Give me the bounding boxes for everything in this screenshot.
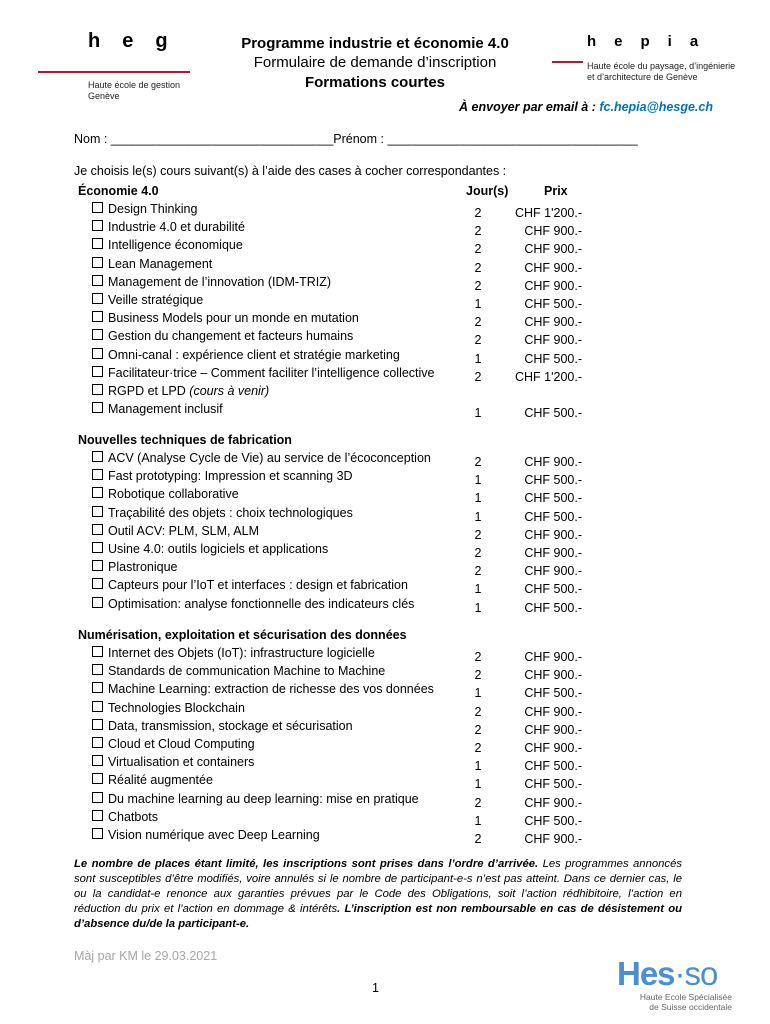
course-days: 2 <box>474 455 482 469</box>
course-label <box>92 469 353 483</box>
course-row[interactable] <box>92 506 582 524</box>
course-price: CHF 900.- <box>524 242 582 257</box>
hepia-subtitle-line1: Haute école du paysage, d’ingénierie <box>587 61 736 71</box>
course-days: 1 <box>474 686 482 701</box>
course-days: 1 <box>474 777 482 792</box>
hesso-subtitle <box>617 992 732 1012</box>
course-price: CHF 1'200.- <box>515 206 582 220</box>
course-days: 2 <box>474 315 482 330</box>
column-header-days: Jour(s) <box>466 184 509 198</box>
course-days: 1 <box>474 406 482 421</box>
course-price: CHF 500.- <box>524 509 582 524</box>
course-checkbox[interactable] <box>92 275 103 286</box>
course-row[interactable] <box>92 524 582 542</box>
course-days: 2 <box>474 668 482 683</box>
course-days: 2 <box>474 722 482 737</box>
course-row[interactable] <box>92 737 582 755</box>
course-label <box>92 578 408 592</box>
course-row[interactable] <box>92 542 582 560</box>
course-days: 1 <box>474 351 482 366</box>
course-name: Cloud et Cloud Computing <box>108 737 255 751</box>
course-days: 1 <box>474 813 482 828</box>
course-checkbox[interactable] <box>92 810 103 821</box>
course-label <box>92 506 353 520</box>
course-checkbox[interactable] <box>92 773 103 784</box>
course-label <box>92 275 331 289</box>
course-label <box>92 402 223 416</box>
course-days: 2 <box>474 242 482 257</box>
heg-logo-letters: heg <box>88 30 190 52</box>
course-price: CHF 900.- <box>524 668 582 683</box>
course-name: RGPD et LPD <box>108 384 190 398</box>
email-link[interactable]: fc.hepia@hesge.ch <box>599 100 713 114</box>
course-name: Robotique collaborative <box>108 487 239 502</box>
course-name: Vision numérique avec Deep Learning <box>108 828 320 842</box>
course-name: Data, transmission, stockage et sécurisation <box>108 718 353 733</box>
section-title: Nouvelles techniques de fabrication <box>78 433 292 447</box>
course-label <box>92 487 239 501</box>
course-days: 2 <box>474 564 482 579</box>
hesso-wordmark <box>617 956 737 992</box>
heg-subtitle <box>88 80 228 102</box>
course-checkbox[interactable] <box>92 257 103 268</box>
course-price: CHF 900.- <box>524 527 582 542</box>
hepia-subtitle <box>587 61 752 83</box>
hesso-main: Hes <box>617 955 675 992</box>
course-label <box>92 792 419 806</box>
course-name: Internet des Objets (IoT): infrastructure logicielle <box>108 646 375 660</box>
course-row[interactable] <box>92 810 582 828</box>
course-price: CHF 900.- <box>524 650 582 664</box>
course-label <box>92 664 385 678</box>
course-days: 2 <box>474 650 482 664</box>
course-label <box>92 451 431 465</box>
course-row[interactable] <box>92 682 582 700</box>
email-prefix: À envoyer par email à : <box>459 100 600 114</box>
hesso-so: ·so <box>674 955 718 992</box>
course-price: CHF 500.- <box>524 777 582 792</box>
course-row[interactable] <box>92 828 582 846</box>
course-price: CHF 500.- <box>524 813 582 828</box>
course-checkbox[interactable] <box>92 578 103 589</box>
course-price: CHF 500.- <box>524 600 582 615</box>
course-note: (cours à venir) <box>189 384 270 398</box>
course-checkbox[interactable] <box>92 384 103 395</box>
course-name: Facilitateur·trice – Comment faciliter l’intelligence collective <box>108 365 435 380</box>
course-checkbox[interactable] <box>92 451 103 462</box>
course-price: CHF 500.- <box>524 491 582 506</box>
heg-red-bar <box>38 71 190 73</box>
course-days: 1 <box>474 491 482 506</box>
notice-bold-2: . L’inscription est non remboursable en cas de désistement ou d’absence du/de la participant-e. <box>74 903 682 930</box>
course-row[interactable] <box>92 560 582 578</box>
course-price: CHF 900.- <box>524 741 582 755</box>
course-checkbox[interactable] <box>92 701 103 712</box>
course-label <box>92 293 203 307</box>
course-name: Fast prototyping: Impression et scanning 3D <box>108 469 353 484</box>
course-checkbox[interactable] <box>92 366 103 377</box>
course-price: CHF 900.- <box>524 333 582 348</box>
heg-subtitle-line2: Genève <box>88 91 120 101</box>
course-name: Management inclusif <box>108 402 223 417</box>
course-checkbox[interactable] <box>92 682 103 693</box>
course-row[interactable] <box>92 487 582 505</box>
course-price: CHF 900.- <box>524 455 582 469</box>
section-title: Économie 4.0 <box>78 184 159 198</box>
hepia-logo <box>552 33 752 83</box>
column-header-price: Prix <box>544 184 568 198</box>
course-label <box>92 719 353 733</box>
footer-update-date: Màj par KM le 29.03.2021 <box>74 949 218 963</box>
course-row[interactable] <box>92 578 582 596</box>
course-label <box>92 257 212 271</box>
course-name: Veille stratégique <box>108 293 204 307</box>
course-name: Capteurs pour l’IoT et interfaces : design et fabrication <box>108 578 408 593</box>
course-days: 1 <box>474 509 482 524</box>
title-formations: Formations courtes <box>304 74 446 91</box>
intro-text: Je choisis le(s) cours suivant(s) à l’aide des cases à cocher correspondantes : <box>74 164 507 178</box>
course-name: Management de l’innovation (IDM-TRIZ) <box>108 274 331 289</box>
course-row[interactable] <box>92 311 582 329</box>
course-row[interactable] <box>92 792 582 810</box>
course-days: 2 <box>474 369 482 384</box>
course-price: CHF 500.- <box>524 582 582 597</box>
page-number: 1 <box>372 981 379 995</box>
course-label <box>92 828 320 842</box>
email-instruction <box>459 100 713 114</box>
course-label <box>92 329 353 343</box>
course-days: 2 <box>474 333 482 348</box>
course-price: CHF 900.- <box>524 704 582 719</box>
course-label <box>92 311 359 325</box>
course-days: 1 <box>474 759 482 774</box>
course-row[interactable] <box>92 366 582 384</box>
course-name: Réalité augmentée <box>108 773 213 788</box>
course-checkbox[interactable] <box>92 737 103 748</box>
course-price: CHF 900.- <box>524 795 582 810</box>
course-row[interactable] <box>92 275 582 293</box>
course-row[interactable] <box>92 664 582 682</box>
course-label <box>92 524 259 538</box>
course-days: 2 <box>474 206 482 220</box>
course-name: Design Thinking <box>108 202 198 216</box>
course-checkbox[interactable] <box>92 487 103 498</box>
form-title-block <box>210 34 540 92</box>
course-price: CHF 500.- <box>524 759 582 774</box>
course-label <box>92 238 243 252</box>
course-days: 2 <box>474 260 482 275</box>
course-label <box>92 755 254 769</box>
course-name: Intelligence économique <box>108 238 243 253</box>
course-checkbox[interactable] <box>92 311 103 322</box>
course-label <box>92 542 328 556</box>
hepia-logo-letters: hepia <box>587 33 717 50</box>
course-price: CHF 500.- <box>524 406 582 421</box>
course-label <box>92 560 178 574</box>
name-fields[interactable]: Nom : ________________________________Prénom : ____________________________________ <box>74 132 638 146</box>
notice-text: Les programmes annoncés sont susceptibles d’être modifiés, voire annulés si le nombre de participant-e-s n’est pas atteint. Dans ce dernier cas, le ou la candidat-e renonce aux garanties prévues par le Code des Obligations, soit l’action rédhibitoire, l’action en réduction du prix et l’action en dommage & intérêts <box>74 858 683 915</box>
course-name: Lean Management <box>108 256 213 271</box>
course-name: Traçabilité des objets : choix technologiques <box>108 505 353 520</box>
course-checkbox[interactable] <box>92 402 103 413</box>
course-checkbox[interactable] <box>92 293 103 304</box>
hesso-subtitle-line2: de Suisse occidentale <box>649 1002 732 1012</box>
course-days: 2 <box>474 704 482 719</box>
course-days: 2 <box>474 832 482 846</box>
course-name: Industrie 4.0 et durabilité <box>108 220 245 235</box>
course-days: 2 <box>474 795 482 810</box>
course-price: CHF 900.- <box>524 722 582 737</box>
course-row[interactable] <box>92 597 582 615</box>
course-label <box>92 202 197 216</box>
course-row[interactable] <box>92 719 582 737</box>
course-checkbox[interactable] <box>92 202 103 213</box>
course-name: Gestion du changement et facteurs humains <box>108 329 354 344</box>
hesso-logo <box>617 956 737 1012</box>
course-days: 1 <box>474 600 482 615</box>
course-name: Outil ACV: PLM, SLM, ALM <box>108 523 259 538</box>
course-checkbox[interactable] <box>92 664 103 675</box>
course-checkbox[interactable] <box>92 597 103 608</box>
course-name: Optimisation: analyse fonctionnelle des indicateurs clés <box>108 596 415 611</box>
course-row[interactable] <box>92 202 582 220</box>
course-price: CHF 900.- <box>524 564 582 579</box>
course-checkbox[interactable] <box>92 329 103 340</box>
heg-logo <box>38 30 228 102</box>
course-name: Machine Learning: extraction de richesse des vos données <box>108 682 434 697</box>
course-checkbox[interactable] <box>92 524 103 535</box>
course-row[interactable] <box>92 469 582 487</box>
course-label <box>92 682 434 696</box>
course-row[interactable] <box>92 701 582 719</box>
section-title: Numérisation, exploitation et sécurisation des données <box>78 628 407 642</box>
course-name: Usine 4.0: outils logiciels et applications <box>108 542 329 556</box>
course-price: CHF 500.- <box>524 686 582 701</box>
course-row[interactable] <box>92 755 582 773</box>
course-checkbox[interactable] <box>92 828 103 839</box>
course-days: 1 <box>474 582 482 597</box>
course-name: Omni-canal : expérience client et stratégie marketing <box>108 347 400 362</box>
course-row[interactable] <box>92 402 582 420</box>
course-row[interactable] <box>92 329 582 347</box>
course-label <box>92 737 255 751</box>
hepia-subtitle-line2: et d’architecture de Genève <box>587 72 698 82</box>
course-price: CHF 900.- <box>524 224 582 239</box>
course-row[interactable] <box>92 451 582 469</box>
course-name: Du machine learning au deep learning: mise en pratique <box>108 791 419 806</box>
course-days: 1 <box>474 297 482 311</box>
course-price: CHF 900.- <box>524 315 582 330</box>
course-label <box>92 646 375 660</box>
course-row[interactable] <box>92 384 582 402</box>
course-checkbox[interactable] <box>92 348 103 359</box>
course-checkbox[interactable] <box>92 560 103 571</box>
course-checkbox[interactable] <box>92 542 103 553</box>
title-programme: Programme industrie et économie 4.0 <box>241 35 509 52</box>
course-price: CHF 500.- <box>524 297 582 311</box>
course-price: CHF 900.- <box>524 278 582 293</box>
course-days: 2 <box>474 224 482 239</box>
course-checkbox[interactable] <box>92 220 103 231</box>
course-label <box>92 597 414 611</box>
course-checkbox[interactable] <box>92 506 103 517</box>
course-days: 2 <box>474 527 482 542</box>
course-checkbox[interactable] <box>92 646 103 657</box>
course-days: 2 <box>474 741 482 755</box>
course-checkbox[interactable] <box>92 719 103 730</box>
course-price: CHF 900.- <box>524 546 582 560</box>
course-label <box>92 384 269 398</box>
course-days: 1 <box>474 473 482 488</box>
notice-bold-1: Le nombre de places étant limité, les inscriptions sont prises dans l’ordre d’arrivée. <box>74 858 539 870</box>
course-row[interactable] <box>92 348 582 366</box>
course-row[interactable] <box>92 773 582 791</box>
heg-subtitle-line1: Haute école de gestion <box>88 80 181 90</box>
hepia-red-bar <box>552 61 583 63</box>
course-label <box>92 773 213 787</box>
course-row[interactable] <box>92 220 582 238</box>
course-label <box>92 220 245 234</box>
course-label <box>92 348 400 362</box>
course-row[interactable] <box>92 238 582 256</box>
course-price: CHF 900.- <box>524 260 582 275</box>
course-name: Chatbots <box>108 809 159 824</box>
course-name: Technologies Blockchain <box>108 700 245 715</box>
course-row[interactable] <box>92 646 582 664</box>
course-price: CHF 500.- <box>524 473 582 488</box>
course-name: Standards de communication Machine to Machine <box>108 664 386 679</box>
course-price: CHF 1'200.- <box>515 369 582 384</box>
course-row[interactable] <box>92 257 582 275</box>
course-label <box>92 810 158 824</box>
course-label <box>92 701 245 715</box>
course-checkbox[interactable] <box>92 755 103 766</box>
course-price: CHF 500.- <box>524 351 582 366</box>
course-days: 2 <box>474 278 482 293</box>
course-row[interactable] <box>92 293 582 311</box>
course-checkbox[interactable] <box>92 238 103 249</box>
course-checkbox[interactable] <box>92 469 103 480</box>
registration-notice <box>74 857 682 932</box>
course-label <box>92 366 435 380</box>
course-name: Virtualisation et containers <box>108 755 255 770</box>
course-price: CHF 900.- <box>524 832 582 846</box>
course-name: Plastronique <box>108 560 178 575</box>
course-checkbox[interactable] <box>92 792 103 803</box>
course-name: ACV (Analyse Cycle de Vie) au service de l’écoconception <box>108 451 431 465</box>
title-formulaire: Formulaire de demande d’inscription <box>253 54 497 71</box>
hesso-subtitle-line1: Haute Ecole Spécialisée <box>639 992 732 1002</box>
course-name: Business Models pour un monde en mutation <box>108 311 359 326</box>
course-days: 2 <box>474 546 482 560</box>
